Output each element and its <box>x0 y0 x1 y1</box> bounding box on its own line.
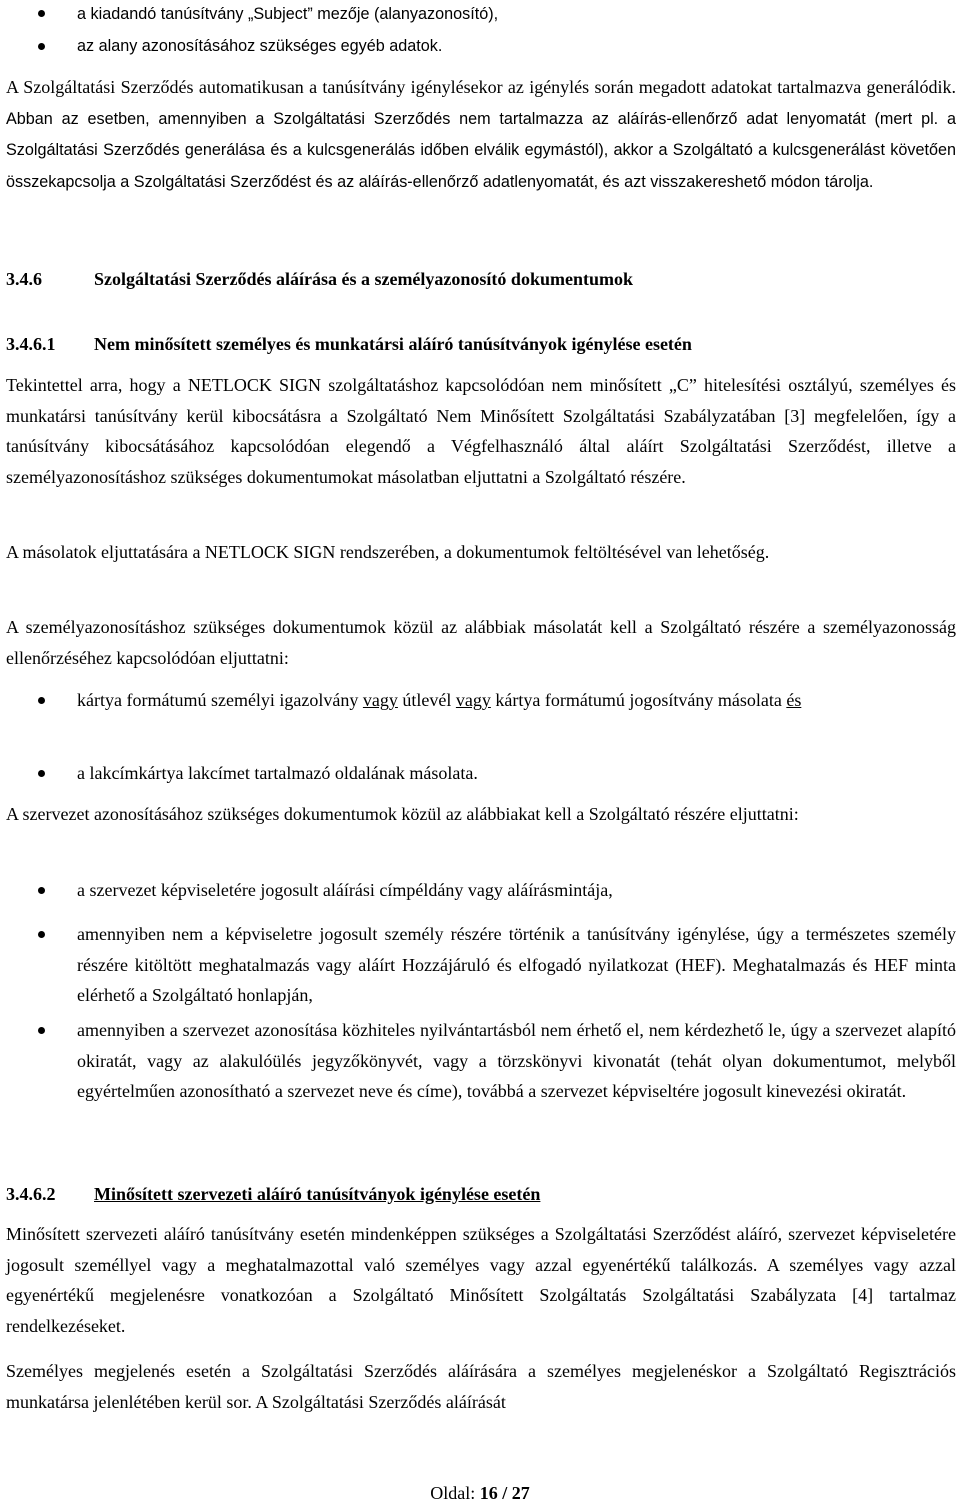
bullet-dot <box>38 10 45 17</box>
section-number: 3.4.6.1 <box>6 334 56 354</box>
contract-generation-paragraph <box>6 72 956 197</box>
id-card-text: kártya formátumú személyi igazolvány <box>77 690 363 710</box>
personal-appearance-paragraph: Személyes megjelenés esetén a Szolgáltatási Szerződés aláírására a személyes megjelenéskor a Szolgáltató Regisztrációs munkatársa jelenlétében kerül sor. A Szolgáltatási Szerződés aláírását <box>6 1361 956 1412</box>
current-page-number: 16 <box>479 1483 498 1503</box>
address-card-bullet: a lakcímkártya lakcímet tartalmazó oldalának másolata. <box>77 763 478 783</box>
id-card-bullet <box>77 685 956 716</box>
section-title: Szolgáltatási Szerződés aláírása és a személyazonosító dokumentumok <box>94 269 633 289</box>
founding-document-bullet: amennyiben a szervezet azonosítása közhiteles nyilvántartásból nem érhető el, nem kérdezhető le, úgy a szervezet alapító okiratát, vagy az alakulóülés jegyzőkönyvét, vagy a törzskönyvi kivonatát (tehát olyan dokumentumot, melyből egyértelműen azonosítható a szervezet neve és címe), továbbá a szervezet képviseltére jogosult kinevezési okiratát. <box>77 1020 956 1101</box>
bullet-dot <box>38 887 45 894</box>
authorization-bullet: amennyiben nem a képviseletre jogosult személy részére történik a tanúsítvány igénylése, úgy a természetes személy részére kitöltött meghatalmazás vagy aláírt Hozzájáruló és elfogadó nyilatkozat (HEF). Meghatalmazás és HEF minta elérhető a Szolgáltató honlapján, <box>77 924 956 1005</box>
section-number: 3.4.6 <box>6 269 42 289</box>
passport-text: útlevél <box>397 690 456 710</box>
page-label: Oldal: <box>430 1483 480 1503</box>
driving-licence-text: kártya formátumú jogosítvány másolata <box>490 690 787 710</box>
person-id-docs-paragraph: A személyazonosításhoz szükséges dokumentumok közül az alábbiak másolatát kell a Szolgáltató részére a személyazonosság ellenőrzéséhez kapcsolódóan eljuttatni: <box>6 617 956 668</box>
page-footer <box>0 1483 960 1504</box>
subject-field-bullet: a kiadandó tanúsítvány „Subject” mezője (alanyazonosító), <box>77 5 499 23</box>
or-underlined: vagy <box>362 690 398 710</box>
total-pages-number: 27 <box>511 1483 530 1503</box>
section-title: Minősített szervezeti aláíró tanúsítványok igénylése esetén <box>94 1184 541 1204</box>
bullet-dot <box>38 697 45 704</box>
other-data-bullet: az alany azonosításához szükséges egyéb adatok. <box>77 37 443 55</box>
section-heading-3-4-6-2 <box>6 1179 540 1209</box>
bullet-dot <box>38 770 45 777</box>
section-number: 3.4.6.2 <box>6 1184 56 1204</box>
contract-generation-text: A Szolgáltatási Szerződés automatikusan a tanúsítvány igénylésekor az igénylés során megadott adatokat tartalmazva generálódik. <box>6 77 956 97</box>
bullet-dot <box>38 1027 45 1034</box>
section-title: Nem minősített személyes és munkatársi aláíró tanúsítványok igénylése esetén <box>94 334 692 354</box>
qualified-org-paragraph: Minősített szervezeti aláíró tanúsítvány esetén mindenképpen szükséges a Szolgáltatási Szerződést aláíró, szervezet képviseletére jogosult személlyel vagy a meghatalmazottal való személyes vagy azzal egyenértékű találkozás. A személyes vagy azzal egyenértékű megjelenésre vonatkozóan a Szolgáltató Minősített Szolgáltatás Szolgáltatási Szabályzata [4] tartalmaz rendelkezéseket. <box>6 1224 956 1336</box>
signature-specimen-bullet: a szervezet képviseletére jogosult aláírási címpéldány vagy aláírásmintája, <box>77 880 613 900</box>
org-id-docs-paragraph: A szervezet azonosításához szükséges dokumentumok közül az alábbiakat kell a Szolgáltató részére eljuttatni: <box>6 804 799 824</box>
page-separator: / <box>497 1483 512 1503</box>
non-qualified-paragraph: Tekintettel arra, hogy a NETLOCK SIGN szolgáltatáshoz kapcsolódóan nem minősített „C” hitelesítési osztályú, személyes és munkatársi tanúsítvány kerül kibocsátásra a Szolgáltató Nem Minősített Szolgáltatási Szabályzatában [3] megfelelően, így a tanúsítvány kibocsátásához kapcsolódóan elegendő a Végfelhasználó által aláírt Szolgáltatási Szerződést, illetve a személyazonosításhoz szükséges dokumentumokat másolatban eljuttatni a Szolgáltató részére. <box>6 375 956 487</box>
copies-upload-paragraph: A másolatok eljuttatására a NETLOCK SIGN rendszerében, a dokumentumok feltöltésével van lehetőség. <box>6 542 770 562</box>
section-heading-3-4-6-1 <box>6 329 692 359</box>
and-underlined: és <box>786 690 802 710</box>
section-heading-3-4-6 <box>6 264 633 294</box>
bullet-dot <box>38 43 45 50</box>
key-linking-text: Abban az esetben, amennyiben a Szolgáltatási Szerződés nem tartalmazza az aláírás-ellenőrző adat lenyomatát (mert pl. a Szolgáltatási Szerződés generálása és a kulcsgenerálás időben elválik egymástól), akkor a Szolgáltató a kulcsgenerálást követően összekapcsolja a Szolgáltatási Szerződést és az aláírás-ellenőrző adatlenyomatát, és azt visszakereshető módon tárolja. <box>6 109 956 191</box>
bullet-dot <box>38 931 45 938</box>
or-underlined: vagy <box>455 690 491 710</box>
